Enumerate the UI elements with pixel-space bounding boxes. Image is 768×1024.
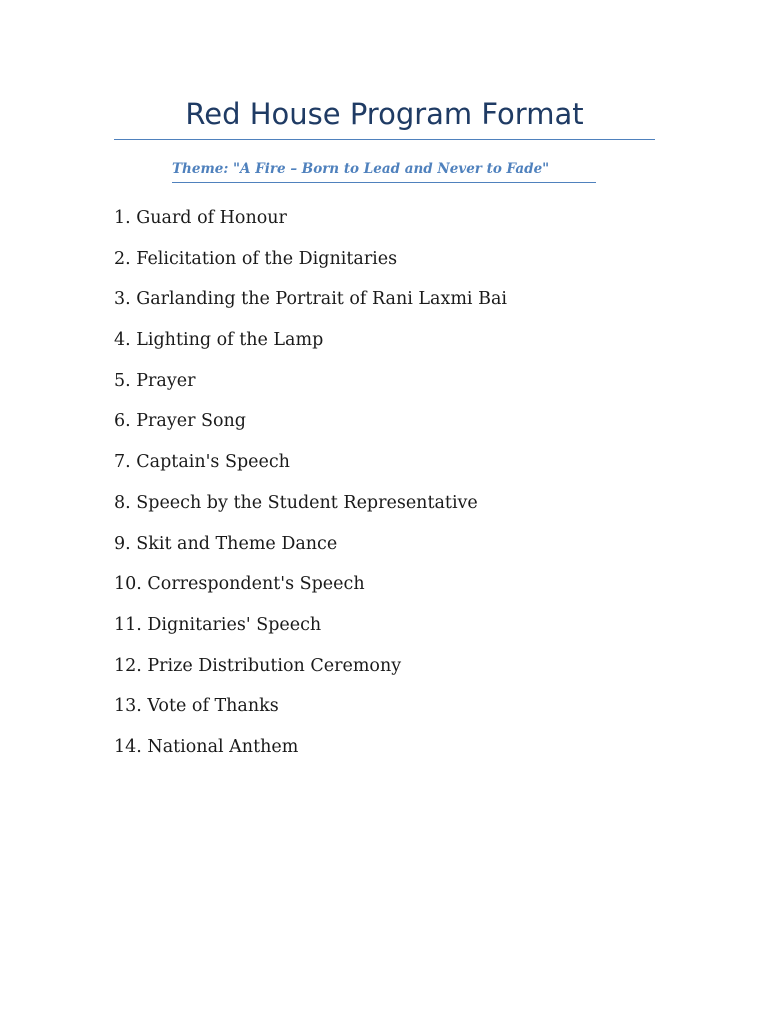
- page-title: Red House Program Format: [185, 97, 584, 131]
- program-list: [114, 205, 507, 775]
- program-item: 11. Dignitaries' Speech: [114, 614, 322, 635]
- program-item: 3. Garlanding the Portrait of Rani Laxmi Bai: [114, 289, 507, 310]
- program-item: 4. Lighting of the Lamp: [114, 330, 324, 351]
- program-item: 5. Prayer: [114, 370, 196, 391]
- program-item: 8. Speech by the Student Representative: [114, 492, 478, 513]
- program-item: 13. Vote of Thanks: [114, 696, 279, 717]
- program-item: 12. Prize Distribution Ceremony: [114, 655, 402, 676]
- program-item: 14. National Anthem: [114, 736, 299, 757]
- program-item: 2. Felicitation of the Dignitaries: [114, 248, 398, 269]
- theme-underline: [172, 182, 596, 183]
- program-item: 7. Captain's Speech: [114, 452, 290, 473]
- program-item: 9. Skit and Theme Dance: [114, 533, 338, 554]
- title-underline: [114, 139, 655, 140]
- program-item: 10. Correspondent's Speech: [114, 574, 365, 595]
- program-item: 1. Guard of Honour: [114, 208, 287, 228]
- theme-subtitle: Theme: "A Fire – Born to Lead and Never to Fade": [172, 161, 550, 177]
- program-item: 6. Prayer Song: [114, 411, 247, 432]
